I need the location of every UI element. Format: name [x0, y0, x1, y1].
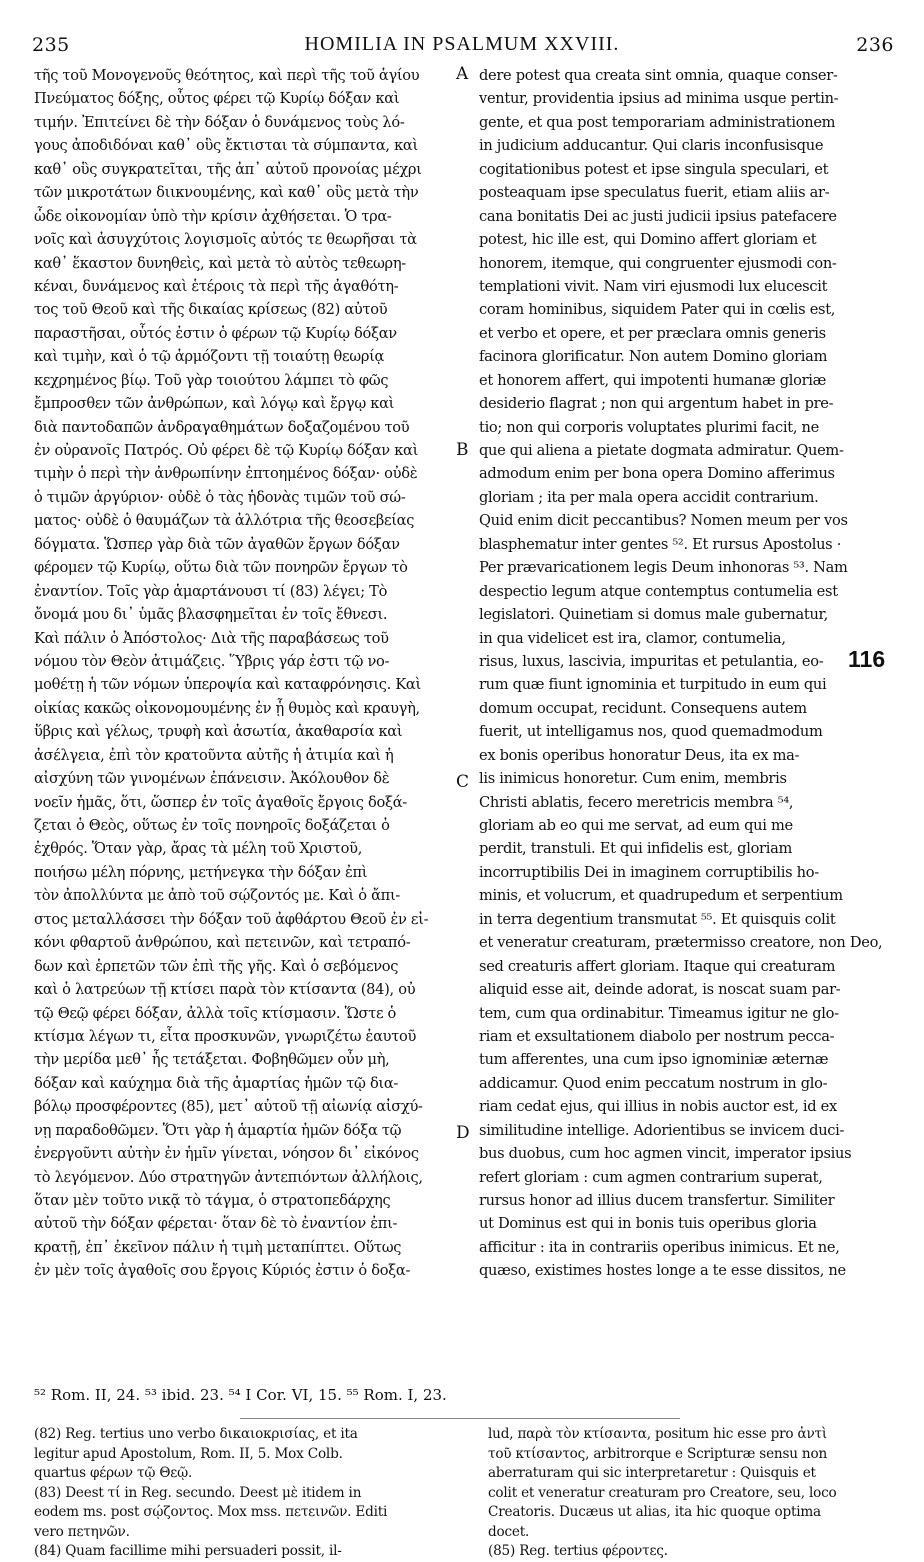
greek-text-line: τὸ λεγόμενον. Δύο στρατηγῶν ἀντεπιόντων ἀλλήλοις,: [34, 1168, 423, 1186]
greek-text-line: τος τοῦ Θεοῦ καὶ τῆς δικαίας κρίσεως (82) αὐτοῦ: [34, 301, 388, 319]
greek-text-line: δόγματα. Ὥσπερ γὰρ διὰ τῶν ἀγαθῶν ἔργων δόξαν: [34, 535, 400, 553]
greek-text-line: αἰσχύνη τῶν γινομένων ἐπάνεισιν. Ἀκόλουθον δὲ: [34, 770, 390, 788]
greek-text-line: ὧδε οἰκονομίαν ὑπὸ τὴν κρίσιν ἀχθήσεται. Ὁ τρα-: [34, 207, 392, 225]
greek-text-line: καὶ ὁ λατρεύων τῇ κτίσει παρὰ τὸν κτίσαντα (84), οὐ: [34, 981, 416, 999]
latin-text-line: fuerit, ut intelligamus nos, quod quemadmodum: [479, 723, 823, 741]
greek-text-column: [34, 64, 452, 1283]
latin-text-line: similitudine intellige. Adorientibus se invicem duci-: [479, 1121, 845, 1139]
greek-text-line: οἰκίας κακῶς οἰκονομουμένης ἐν ᾗ θυμὸς καὶ κραυγὴ,: [34, 699, 420, 717]
greek-text-line: δόξαν καὶ καύχημα διὰ τῆς ἁμαρτίας ἡμῶν τῷ δια-: [34, 1074, 399, 1092]
greek-text-line: κόνι φθαρτοῦ ἀνθρώπου, καὶ πετεινῶν, καὶ τετραπό-: [34, 934, 411, 952]
greek-text-line: στος μεταλλάσσει τὴν δόξαν τοῦ ἀφθάρτου Θεοῦ ἐν εἰ-: [34, 910, 429, 928]
latin-text-column: [479, 64, 897, 1283]
greek-text-line: τῷ Θεῷ φέρει δόξαν, ἀλλὰ τοῖς κτίσμασιν. Ὥστε ὁ: [34, 1004, 397, 1022]
latin-text-line: risus, luxus, lascivia, impuritas et petulantia, eo-: [479, 652, 824, 670]
latin-text-line: tem, cum qua ordinabitur. Timeamus igitur ne glo-: [479, 1004, 839, 1022]
latin-text-line: domum occupat, recidunt. Consequens autem: [479, 699, 807, 717]
note-line: legitur apud Apostolum, Rom. II, 5. Mox Colb.: [34, 1445, 343, 1462]
greek-text-line: ματος· οὐδὲ ὁ θαυμάζων τὰ ἀλλότρια τῆς θεοσεβείας: [34, 512, 415, 530]
note-line: vero πετηνῶν.: [34, 1523, 130, 1540]
latin-text-line: desiderio flagrat ; non qui argentum habet in pre-: [479, 395, 834, 413]
greek-text-line: Καὶ πάλιν ὁ Ἀπόστολος· Διὰ τῆς παραβάσεως τοῦ: [34, 629, 389, 647]
greek-text-line: ἐν μὲν τοῖς ἀγαθοῖς σου ἔργοις Κύριός ἐστιν ὁ δοξα-: [34, 1262, 411, 1280]
latin-text-line: rum quæ fiunt ignominia et turpitudo in eum qui: [479, 676, 827, 694]
page-number-right: 236: [856, 34, 894, 56]
latin-text-line: bus duobus, cum hoc agmen vincit, imperator ipsius: [479, 1145, 852, 1163]
latin-text-line: tio; non qui corporis voluptates plurimi facit, ne: [479, 418, 819, 436]
latin-text-line: que qui aliena a pietate dogmata admiratur. Quem-: [479, 442, 844, 459]
latin-text-line: facinora glorificatur. Non autem Domino gloriam: [479, 348, 828, 366]
latin-text-line: et veneratur creaturam, prætermisso creatore, non Deo,: [479, 934, 883, 952]
page-number-left: 235: [32, 34, 70, 56]
latin-text-line: Quid enim dicit peccantibus? Nomen meum per vos: [479, 512, 848, 530]
latin-text-line: et honorem affert, qui impotenti humanæ gloriæ: [479, 371, 827, 389]
note-line: colit et veneratur creaturam pro Creatore, seu, loco: [488, 1484, 837, 1501]
greek-text-line: κρατῇ, ἐπ᾿ ἐκεῖνον πάλιν ἡ τιμὴ μεταπίπτει. Οὕτως: [34, 1238, 402, 1256]
latin-text-line: minis, et volucrum, et quadrupedum et serpentium: [479, 887, 843, 905]
greek-text-line: κέναι, δυνάμενος καὶ ἑτέροις τὰ περὶ τῆς ἀγαθότη-: [34, 277, 399, 295]
latin-text-line: sed creaturis affert gloriam. Itaque qui creaturam: [479, 957, 836, 975]
note-line: aberraturam qui sic interpretaretur : Quisquis et: [488, 1465, 816, 1481]
latin-text-line: refert gloriam : cum agmen contrarium superat,: [479, 1168, 823, 1186]
latin-text-line: rursus honor ad illius ducem transfertur. Similiter: [479, 1192, 835, 1209]
latin-text-line: riam cedat ejus, qui illius in nobis auctor est, id ex: [479, 1098, 837, 1116]
latin-text-line: lis inimicus honoretur. Cum enim, membris: [479, 770, 787, 788]
latin-text-line: cogitationibus potest et ipse singula speculari, et: [479, 160, 829, 178]
greek-text-line: ὅταν μὲν τοῦτο νικᾷ τὸ τάγμα, ὁ στρατοπεδάρχης: [34, 1192, 391, 1209]
latin-text-line: dere potest qua creata sint omnia, quaque conser-: [479, 67, 838, 84]
greek-text-line: φέρομεν τῷ Κυρίῳ, οὕτω διὰ τῶν πονηρῶν ἔργων τὸ: [34, 559, 408, 577]
greek-text-line: ὁ τιμῶν ἀργύριον· οὐδὲ ὁ τὰς ἡδονὰς τιμῶν τοῦ σώ-: [34, 488, 406, 506]
greek-text-line: ἔμπροσθεν τῶν ἀνθρώπων, καὶ λόγῳ καὶ ἔργῳ καὶ: [34, 395, 395, 413]
note-line: eodem ms. post σῴζοντος. Mox mss. πετεινῶν. Editi: [34, 1504, 388, 1520]
greek-text-line: αὐτοῦ τὴν δόξαν φέρεται· ὅταν δὲ τὸ ἐναντίον ἐπι-: [34, 1215, 398, 1233]
latin-text-line: quæso, existimes hostes longe a te esse dissitos, ne: [479, 1262, 846, 1280]
greek-text-line: νῃ παραδοθῶμεν. Ὅτι γὰρ ἡ ἁμαρτία ἡμῶν δόξα τῷ: [34, 1121, 402, 1139]
latin-text-line: riam et exsultationem diabolo per nostrum pecca-: [479, 1027, 835, 1045]
greek-text-line: ἐχθρός. Ὅταν γὰρ, ἄρας τὰ μέλη τοῦ Χριστοῦ,: [34, 840, 363, 858]
greek-text-line: γους ἀποδιδόναι καθ᾿ οὓς ἔκτισται τὰ σύμπαντα, καὶ: [34, 137, 418, 155]
latin-text-line: templationi vivit. Nam viri ejusmodi lux elucescit: [479, 277, 828, 295]
latin-text-line: ut Dominus est qui in bonis tuis operibus gloria: [479, 1215, 817, 1233]
latin-text-line: ventur, providentia ipsius ad minima usque pertin-: [479, 90, 839, 108]
greek-text-line: ζεται ὁ Θεὸς, οὕτως ἐν τοῖς πονηροῖς δοξάζεται ὁ: [34, 817, 390, 834]
latin-text-line: perdit, transtuli. Et qui infidelis est, gloriam: [479, 840, 793, 858]
latin-text-line: cana bonitatis Dei ac justi judicii ipsius patefacere: [479, 207, 837, 225]
latin-text-line: afficitur : ita in contrariis operibus inimicus. Et ne,: [479, 1238, 840, 1256]
margin-marker-a: A: [456, 64, 469, 84]
greek-text-line: ὄνομά μου δι᾿ ὑμᾶς βλασφημεῖται ἐν τοῖς ἔθνεσι.: [34, 606, 388, 624]
greek-text-line: νοεῖν ἡμᾶς, ὅτι, ὥσπερ ἐν τοῖς ἀγαθοῖς ἔργοις δοξά-: [34, 793, 407, 811]
margin-marker-d: D: [456, 1123, 470, 1143]
note-line: quartus φέρων τῷ Θεῷ.: [34, 1465, 193, 1481]
greek-text-line: νόμου τὸν Θεὸν ἀτιμάζεις. Ὕβρις γάρ ἐστι τῷ νο-: [34, 652, 390, 670]
note-line: τοῦ κτίσαντος, arbitrorque e Scripturæ sensu non: [488, 1445, 828, 1462]
greek-text-line: τιμὴν ὁ περὶ τὴν ἀνθρωπίνην ἐπτοημένος δόξαν· οὐδὲ: [34, 465, 418, 483]
latin-text-line: admodum enim per bona opera Domino afferimus: [479, 465, 835, 483]
note-line: docet.: [488, 1523, 530, 1540]
latin-text-line: in judicium adducantur. Qui claris inconfusisque: [479, 137, 824, 155]
greek-text-line: καθ᾿ ἕκαστον δυνηθεὶς, καὶ μετὰ τὸ αὐτὸς τεθεωρη-: [34, 254, 406, 272]
margin-marker-c: C: [456, 772, 470, 792]
note-line: Creatoris. Ducæus ut alias, ita hic quoque optima: [488, 1504, 821, 1520]
latin-text-line: legislatori. Quinetiam si domus male gubernatur,: [479, 606, 828, 624]
latin-text-line: incorruptibilis Dei in imaginem corruptibilis ho-: [479, 863, 819, 881]
greek-text-line: καθ᾿ οὓς συγκρατεῖται, τῆς ἀπ᾿ αὐτοῦ προνοίας μέχρι: [34, 160, 422, 178]
latin-text-line: honorem, itemque, qui congruenter ejusmodi con-: [479, 254, 837, 272]
greek-text-line: ἀσέλγεια, ἐπὶ τὸν κρατοῦντα αὐτῆς ἡ ἀτιμία καὶ ἡ: [34, 746, 394, 764]
greek-text-line: ποιήσω μέλη πόρνης, μετήνεγκα τὴν δόξαν ἐπὶ: [34, 863, 368, 881]
greek-text-line: ἐν οὐρανοῖς Πατρός. Οὐ φέρει δὲ τῷ Κυρίῳ δόξαν καὶ: [34, 442, 419, 459]
greek-text-line: νοῖς καὶ ἀσυγχύτοις λογισμοῖς αὐτός τε θεωρῆσαι τὰ: [34, 231, 417, 249]
editorial-notes-right: [488, 1425, 898, 1562]
note-line: (85) Reg. tertius φέροντες.: [488, 1543, 668, 1559]
greek-text-line: τῶν μικροτάτων διικνουμένης, καὶ καθ᾿ οὓς μετὰ τὴν: [34, 184, 419, 202]
margin-marker-b: B: [456, 440, 469, 460]
editorial-notes-left: [34, 1425, 452, 1562]
greek-text-line: διὰ παντοδαπῶν ἀνδραγαθημάτων δοξαζομένου τοῦ: [34, 418, 410, 436]
greek-text-line: ἐνεργοῦντι αὐτὴν ἐν ἡμῖν γίνεται, νόησον δι᾿ εἰκόνος: [34, 1145, 419, 1163]
latin-text-line: potest, hic ille est, qui Domino affert gloriam et: [479, 231, 817, 249]
greek-text-line: τῆς τοῦ Μονογενοῦς θεότητος, καὶ περὶ τῆς τοῦ ἁγίου: [34, 67, 420, 84]
greek-text-line: ὕβρις καὶ γέλως, τρυφὴ καὶ ἀσωτία, ἀκαθαρσία καὶ: [34, 723, 403, 741]
greek-text-line: κτίσμα λέγων τι, εἶτα προσκυνῶν, γνωριζέτω ἑαυτοῦ: [34, 1027, 417, 1045]
latin-text-line: gloriam ; ita per mala opera accidit contrarium.: [479, 488, 819, 506]
latin-text-line: in terra degentium transmutat ⁵⁵. Et quisquis colit: [479, 910, 836, 928]
latin-text-line: aliquid esse ait, deinde adorat, is noscat suam par-: [479, 981, 841, 999]
greek-text-line: κεχρημένος βίῳ. Τοῦ γὰρ τοιούτου λάμπει τὸ φῶς: [34, 371, 389, 389]
greek-text-line: δων καὶ ἑρπετῶν τῶν ἐπὶ τῆς γῆς. Καὶ ὁ σεβόμενος: [34, 957, 399, 975]
note-line: lud, παρὰ τὸν κτίσαντα, positum hic esse pro ἀντὶ: [488, 1426, 827, 1442]
margin-column-number: 116: [848, 646, 886, 672]
scripture-citations: ⁵² Rom. II, 24. ⁵³ ibid. 23. ⁵⁴ I Cor. VI, 15. ⁵⁵ Rom. I, 23.: [34, 1386, 447, 1404]
latin-text-line: addicamur. Quod enim peccatum nostrum in glo-: [479, 1074, 828, 1092]
running-title: HOMILIA IN PSALMUM XXVIII.: [304, 33, 620, 55]
greek-text-line: μοθέτῃ ἡ τῶν νόμων ὑπεροψία καὶ καταφρόνησις. Καὶ: [34, 676, 421, 694]
greek-text-line: ἐναντίον. Τοῖς γὰρ ἁμαρτάνουσι τί (83) λέγει; Τὸ: [34, 582, 388, 600]
latin-text-line: gente, et qua post temporariam administrationem: [479, 113, 836, 131]
note-line: (84) Quam facillime mihi persuaderi possit, il-: [34, 1543, 342, 1559]
latin-text-line: despectio legum atque contemptus contumelia est: [479, 582, 838, 600]
greek-text-line: καὶ τιμὴν, καὶ ὁ τῷ ἁρμόζοντι τῇ τοιαύτῃ θεωρίᾳ: [34, 348, 385, 366]
greek-text-line: τιμήν. Ἐπιτείνει δὲ τὴν δόξαν ὁ δυνάμενος τοὺς λό-: [34, 113, 405, 131]
notes-divider: [240, 1418, 680, 1419]
latin-text-line: Per prævaricationem legis Deum inhonoras ⁵³. Nam: [479, 559, 848, 577]
latin-text-line: ex bonis operibus honoratur Deus, ita ex ma-: [479, 746, 800, 764]
latin-text-line: tum afferentes, una cum ipso ignominiæ æternæ: [479, 1051, 829, 1069]
latin-text-line: gloriam ab eo qui me servat, ad eum qui me: [479, 817, 793, 834]
latin-text-line: et verbo et opere, et per præclara omnis generis: [479, 324, 826, 342]
note-line: (82) Reg. tertius uno verbo δικαιοκρισίας, et ita: [34, 1426, 358, 1442]
note-line: (83) Deest τί in Reg. secundo. Deest μὲ itidem in: [34, 1484, 362, 1501]
greek-text-line: τὴν μερίδα μεθ᾿ ἧς τετάξεται. Φοβηθῶμεν οὖν μὴ,: [34, 1051, 390, 1069]
running-header: [0, 0, 924, 64]
greek-text-line: παραστῆσαι, οὗτός ἐστιν ὁ φέρων τῷ Κυρίῳ δόξαν: [34, 324, 397, 342]
latin-text-line: posteaquam ipse speculatus fuerit, etiam aliis ar-: [479, 184, 830, 202]
latin-text-line: blasphematur inter gentes ⁵². Et rursus Apostolus ·: [479, 535, 842, 553]
greek-text-line: τὸν ἀπολλύντα με ἀπὸ τοῦ σῴζοντός με. Καὶ ὁ ἄπι-: [34, 887, 401, 905]
latin-text-line: Christi ablatis, fecero meretricis membra ⁵⁴,: [479, 793, 794, 811]
latin-text-line: in qua videlicet est ira, clamor, contumelia,: [479, 629, 786, 647]
latin-text-line: coram hominibus, siquidem Pater qui in cœlis est,: [479, 301, 836, 319]
greek-text-line: βόλῳ προσφέροντες (85), μετ᾿ αὐτοῦ τῇ αἰωνίᾳ αἰσχύ-: [34, 1098, 423, 1116]
greek-text-line: Πνεύματος δόξης, οὗτος φέρει τῷ Κυρίῳ δόξαν καὶ: [34, 90, 400, 108]
